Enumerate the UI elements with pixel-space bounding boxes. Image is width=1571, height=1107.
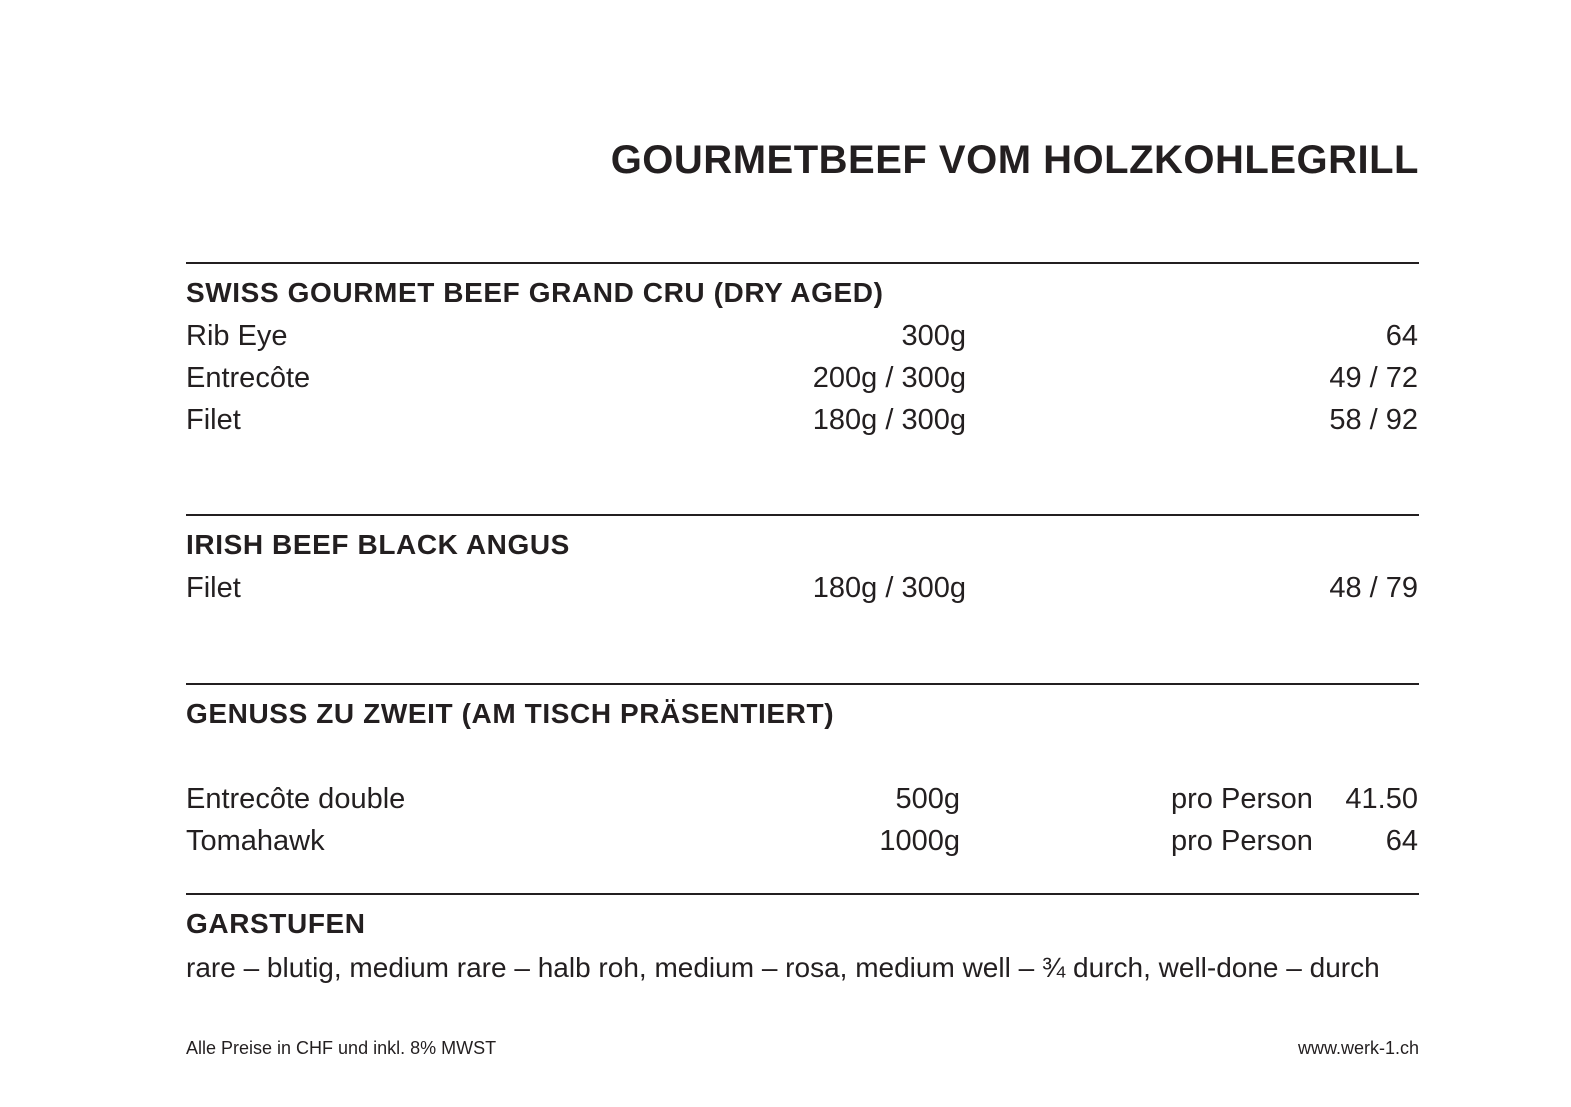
menu-item-weight: 180g / 300g <box>812 404 966 436</box>
section-title-garstufen: GARSTUFEN <box>186 908 366 939</box>
section-title-swiss-beef: SWISS GOURMET BEEF GRAND CRU (DRY AGED) <box>186 277 884 308</box>
menu-item-weight: 500g <box>895 783 960 815</box>
menu-item-entrecote-double <box>186 778 1418 820</box>
menu-item-price: 48 / 79 <box>1329 572 1418 604</box>
menu-item-rib-eye <box>186 315 1418 357</box>
menu-item-name: Entrecôte double <box>186 783 406 815</box>
menu-item-name: Filet <box>186 572 241 604</box>
menu-item-price: 64 <box>1385 825 1418 857</box>
section-divider <box>186 893 1419 895</box>
menu-item-filet <box>186 567 1418 609</box>
section-divider <box>186 683 1419 685</box>
menu-item-price: 58 / 92 <box>1329 404 1418 436</box>
menu-item-price: 41.50 <box>1345 783 1418 815</box>
section-divider <box>186 514 1419 516</box>
menu-item-name: Entrecôte <box>186 362 311 394</box>
menu-item-weight: 1000g <box>879 825 960 857</box>
doneness-description: rare – blutig, medium rare – halb roh, medium – rosa, medium well – ¾ durch, well-done – durch <box>186 952 1380 983</box>
menu-item-name: Filet <box>186 404 241 436</box>
website-url: www.werk-1.ch <box>1297 1038 1419 1058</box>
menu-item-weight: 200g / 300g <box>812 362 966 394</box>
menu-item-weight: 300g <box>901 320 966 352</box>
section-divider <box>186 262 1419 264</box>
menu-item-tomahawk <box>186 820 1418 862</box>
menu-item-unit: pro Person <box>1171 783 1313 815</box>
section-title-irish-beef: IRISH BEEF BLACK ANGUS <box>186 529 570 560</box>
menu-item-price: 49 / 72 <box>1329 362 1418 394</box>
menu-item-unit: pro Person <box>1171 825 1313 857</box>
menu-item-weight: 180g / 300g <box>812 572 966 604</box>
menu-item-price: 64 <box>1385 320 1418 352</box>
menu-item-name: Tomahawk <box>186 825 325 857</box>
menu-item-filet <box>186 399 1418 441</box>
page-title: GOURMETBEEF VOM HOLZKOHLEGRILL <box>610 138 1419 182</box>
menu-item-entrecote <box>186 357 1418 399</box>
menu-item-name: Rib Eye <box>186 320 288 352</box>
section-title-genuss-zu-zweit: GENUSS ZU ZWEIT (AM TISCH PRÄSENTIERT) <box>186 698 835 729</box>
price-note: Alle Preise in CHF und inkl. 8% MWST <box>186 1038 497 1058</box>
